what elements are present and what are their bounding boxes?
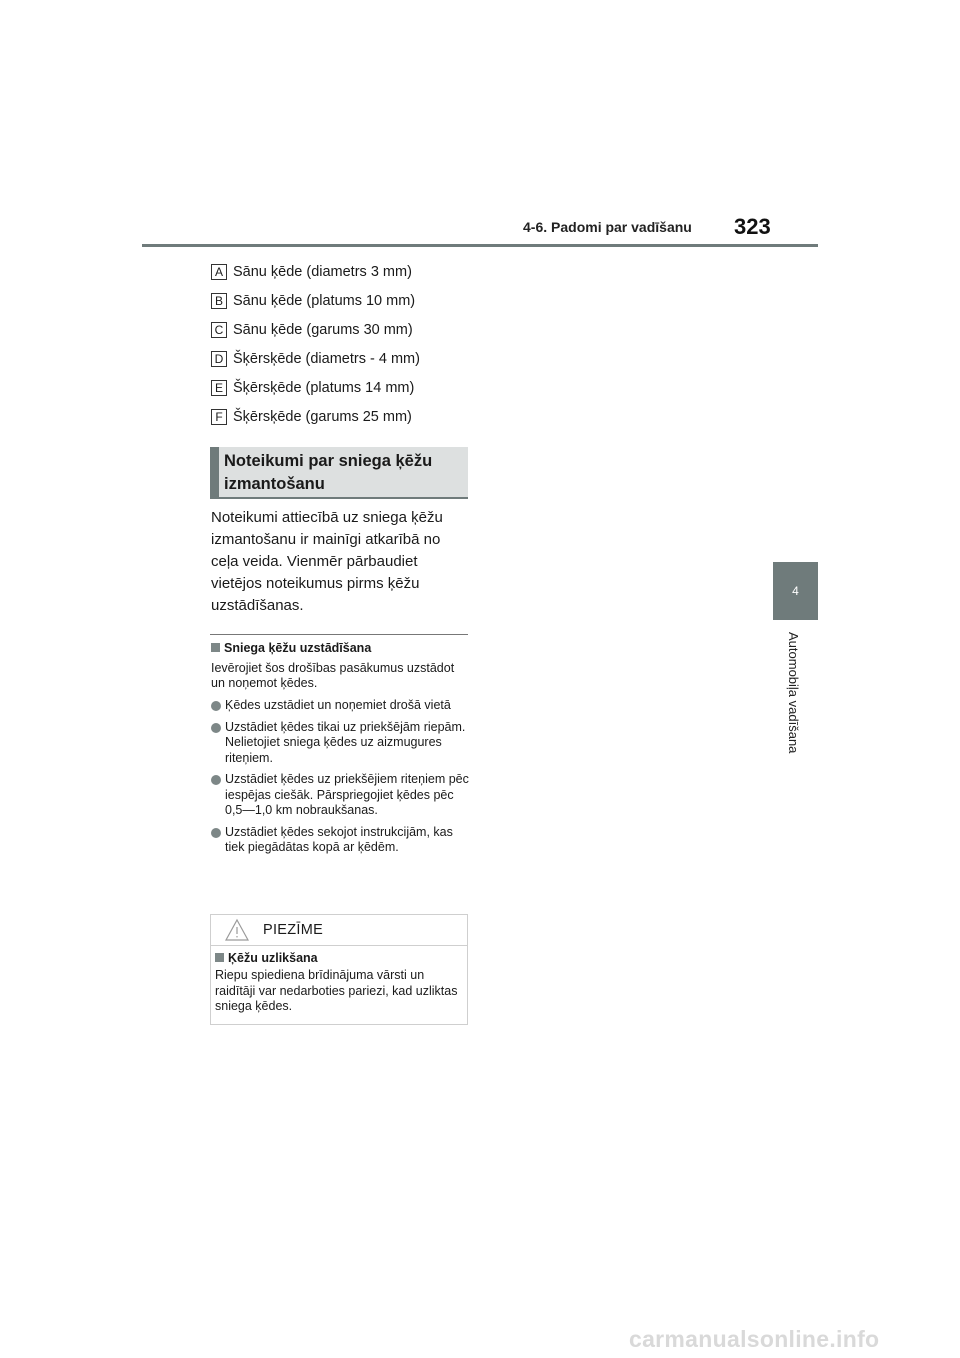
- subsection-intro: Ievērojiet šos drošības pasākumus uzstādot un noņemot ķēdes.: [211, 661, 455, 690]
- chain-dimensions-list: [211, 257, 511, 431]
- round-bullet-icon: [211, 723, 221, 733]
- list-item: Uzstādiet ķēdes sekojot instrukcijām, kas tiek piegādātas kopā ar ķēdēm.: [211, 825, 469, 856]
- installation-bullets: [211, 698, 469, 862]
- chapter-label: Automobiļa vadīšana: [786, 632, 801, 754]
- subsection-title: Sniega ķēžu uzstādīšana: [211, 641, 371, 655]
- section-heading: [210, 447, 468, 499]
- section-title: 4-6. Padomi par vadīšanu: [523, 219, 692, 235]
- list-item: Ķēdes uzstādiet un noņemiet drošā vietā: [211, 698, 469, 714]
- list-item-text: Sānu ķēde (garums 30 mm): [233, 321, 413, 338]
- round-bullet-icon: [211, 701, 221, 711]
- warning-triangle-icon: [225, 918, 249, 942]
- note-title: PIEZĪME: [263, 922, 324, 938]
- section-paragraph: Noteikumi attiecībā uz sniega ķēžu izmantošanu ir mainīgi atkarībā no ceļa veida. Vienmēr pārbaudiet vietējos noteikumus pirms ķēžu uzstādīšanas.: [211, 509, 443, 614]
- list-item: [211, 373, 511, 402]
- note-header: [211, 915, 467, 946]
- section-heading-line1: Noteikumi par sniega ķēžu: [224, 452, 433, 470]
- note-subtitle: Ķēžu uzlikšana: [211, 946, 467, 965]
- list-item: [211, 257, 511, 286]
- header-divider: [142, 244, 818, 247]
- list-item-text: Šķērsķēde (platums 14 mm): [233, 379, 415, 396]
- list-item: [211, 315, 511, 344]
- chapter-tab[interactable]: [773, 562, 818, 620]
- page-number: 323: [734, 214, 771, 239]
- list-item: [211, 402, 511, 431]
- list-item: [211, 344, 511, 373]
- letter-label: F: [211, 409, 227, 425]
- round-bullet-icon: [211, 828, 221, 838]
- round-bullet-icon: [211, 775, 221, 785]
- watermark: carmanualsonline.info: [629, 1326, 880, 1352]
- list-item-text: Šķērsķēde (garums 25 mm): [233, 408, 412, 425]
- letter-label: C: [211, 322, 227, 338]
- square-bullet-icon: [211, 643, 220, 652]
- note-box: [210, 914, 468, 1025]
- list-item: Uzstādiet ķēdes tikai uz priekšējām riepām. Nelietojiet sniega ķēdes uz aizmugures riteņiem.: [211, 720, 469, 767]
- list-item-text: Sānu ķēde (platums 10 mm): [233, 292, 416, 309]
- list-item-text: Sānu ķēde (diametrs 3 mm): [233, 263, 412, 280]
- list-item: Uzstādiet ķēdes uz priekšējiem riteņiem pēc iespējas ciešāk. Pārspriegojiet ķēdes pēc 0,5—1,0 km nobraukšanas.: [211, 772, 469, 819]
- chapter-number: 4: [792, 584, 799, 598]
- note-text: Riepu spiediena brīdinājuma vārsti un raidītāji var nedarboties pariezi, kad uzliktas sniega ķēdes.: [215, 968, 458, 1013]
- square-bullet-icon: [215, 953, 224, 962]
- list-item-text: Šķērsķēde (diametrs - 4 mm): [233, 350, 420, 367]
- section-heading-line2: izmantošanu: [224, 475, 325, 493]
- letter-label: A: [211, 264, 227, 280]
- letter-label: B: [211, 293, 227, 309]
- letter-label: E: [211, 380, 227, 396]
- letter-label: D: [211, 351, 227, 367]
- divider: [210, 634, 468, 635]
- list-item: [211, 286, 511, 315]
